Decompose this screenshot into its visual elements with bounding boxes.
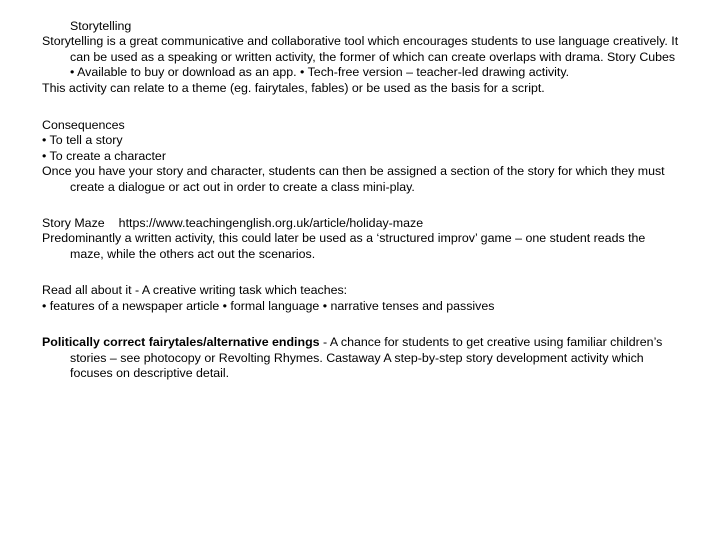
politically-correct-paragraph [42,335,682,381]
politically-correct-text: - A chance for students to get creative using familiar children’s stories – see photocopy or Revolting Rhymes. Castaway A step-by-step story development activity which focuses on descriptive detail. [70,335,663,380]
storytelling-heading: Storytelling [70,19,132,33]
read-all-intro: - A creative writing task which teaches: [131,283,348,298]
story-maze-heading-line [42,216,682,231]
story-maze-heading: Story Maze [42,216,105,231]
story-maze-paragraph: Predominantly a written activity, this could later be used as a ‘structured improv’ game – one student reads the maze, while the others act out the scenarios. [42,231,646,261]
document-body [42,19,682,381]
storytelling-paragraph: Storytelling is a great communicative and collaborative tool which encourages students to use language creatively. It can be used as a speaking or written activity, the former of which can create overlaps with drama. Story Cubes • Available to buy or download as an app. • Tech-free version – teacher-led drawing activity. [42,34,679,80]
consequences-bullet-character: • To create a character [42,148,166,163]
consequences-paragraph: Once you have your story and character, students can then be assigned a section of the story for which they must create a dialogue or act out in order to create a class mini-play. [42,164,665,194]
storytelling-theme-paragraph: This activity can relate to a theme (eg. fairytales, fables) or be used as the basis for a script. [42,80,545,95]
consequences-bullet-story: • To tell a story [42,133,123,148]
story-maze-url[interactable]: https://www.teachingenglish.org.uk/article/holiday-maze [118,216,424,231]
read-all-heading-line [42,283,682,298]
politically-correct-heading: Politically correct fairytales/alternative endings [42,335,320,350]
read-all-bullets: • features of a newspaper article • formal language • narrative tenses and passives [42,298,495,313]
consequences-heading: Consequences [42,118,125,133]
read-all-heading: Read all about it [42,283,132,298]
